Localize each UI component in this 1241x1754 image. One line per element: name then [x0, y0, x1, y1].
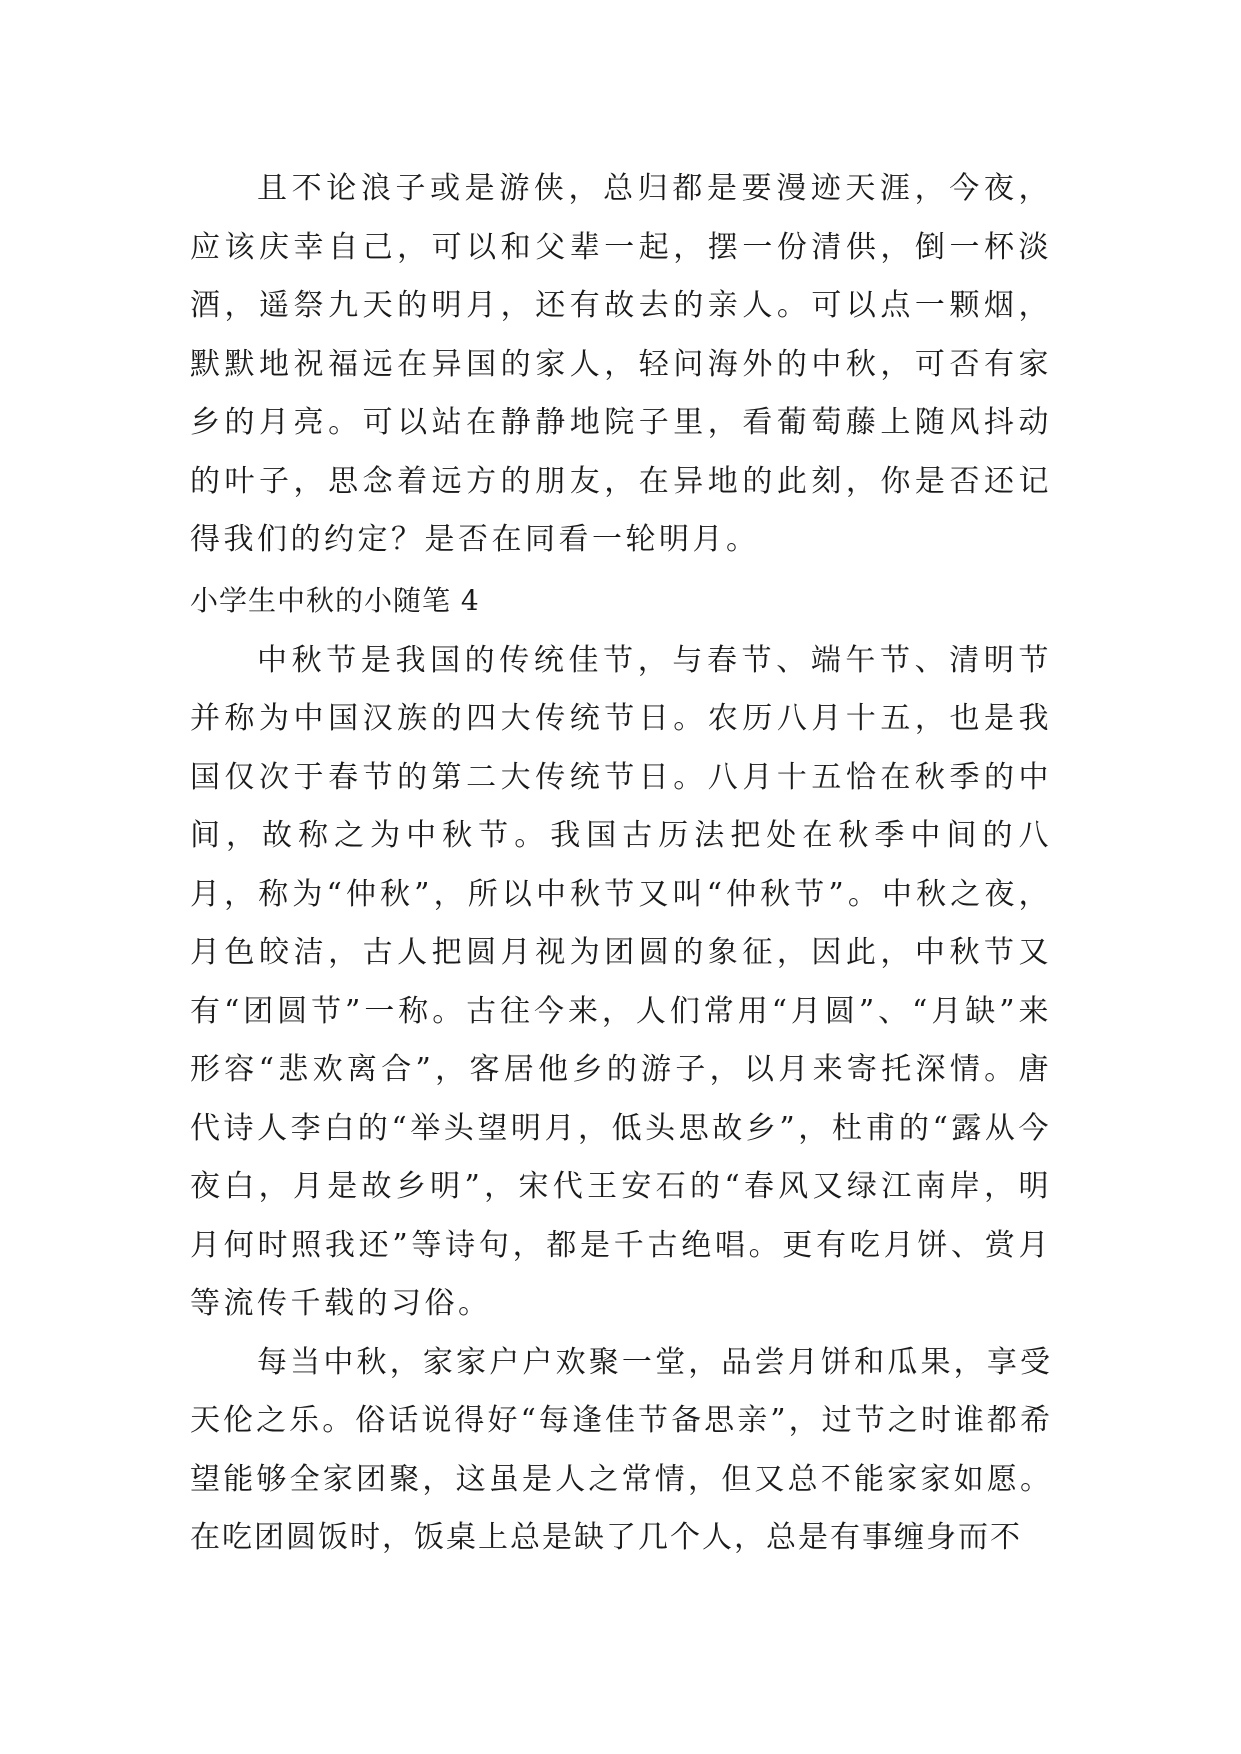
paragraph-family-reunion: 每当中秋，家家户户欢聚一堂，品尝月饼和瓜果，享受天伦之乐。俗话说得好“每逢佳节备思亲”，过节之时谁都希望能够全家团聚，这虽是人之常情，但又总不能家家如愿。在吃团圆饭时，饭桌上总是缺了几个人，总是有事缠身而不: [190, 1344, 1052, 1555]
paragraph-mid-autumn-history: 中秋节是我国的传统佳节，与春节、端午节、清明节并称为中国汉族的四大传统节日。农历八月十五，也是我国仅次于春节的第二大传统节日。八月十五恰在秋季的中间，故称之为中秋节。我国古历法把处在秋季中间的八月，称为“仲秋”，所以中秋节又叫“仲秋节”。中秋之夜，月色皎洁，古人把圆月视为团圆的象征，因此，中秋节又有“团圆节”一称。古往今来，人们常用“月圆”、“月缺”来形容“悲欢离合”，客居他乡的游子，以月来寄托深情。唐代诗人李白的“举头望明月，低头思故乡”，杜甫的“露从今夜白，月是故乡明”，宋代王安石的“春风又绿江南岸，明月何时照我还”等诗句，都是千古绝唱。更有吃月饼、赏月等流传千载的习俗。: [190, 642, 1052, 1321]
document-body: [190, 160, 1052, 1568]
paragraph-moon-longing: 且不论浪子或是游侠，总归都是要漫迹天涯，今夜，应该庆幸自己，可以和父辈一起，摆一份清供，倒一杯淡酒，遥祭九天的明月，还有故去的亲人。可以点一颗烟，默默地祝福远在异国的家人，轻问海外的中秋，可否有家乡的月亮。可以站在静静地院子里，看葡萄藤上随风抖动的叶子，思念着远方的朋友，在异地的此刻，你是否还记得我们的约定？是否在同看一轮明月。: [190, 171, 1052, 557]
section-title: 小学生中秋的小随笔 4: [190, 583, 480, 617]
